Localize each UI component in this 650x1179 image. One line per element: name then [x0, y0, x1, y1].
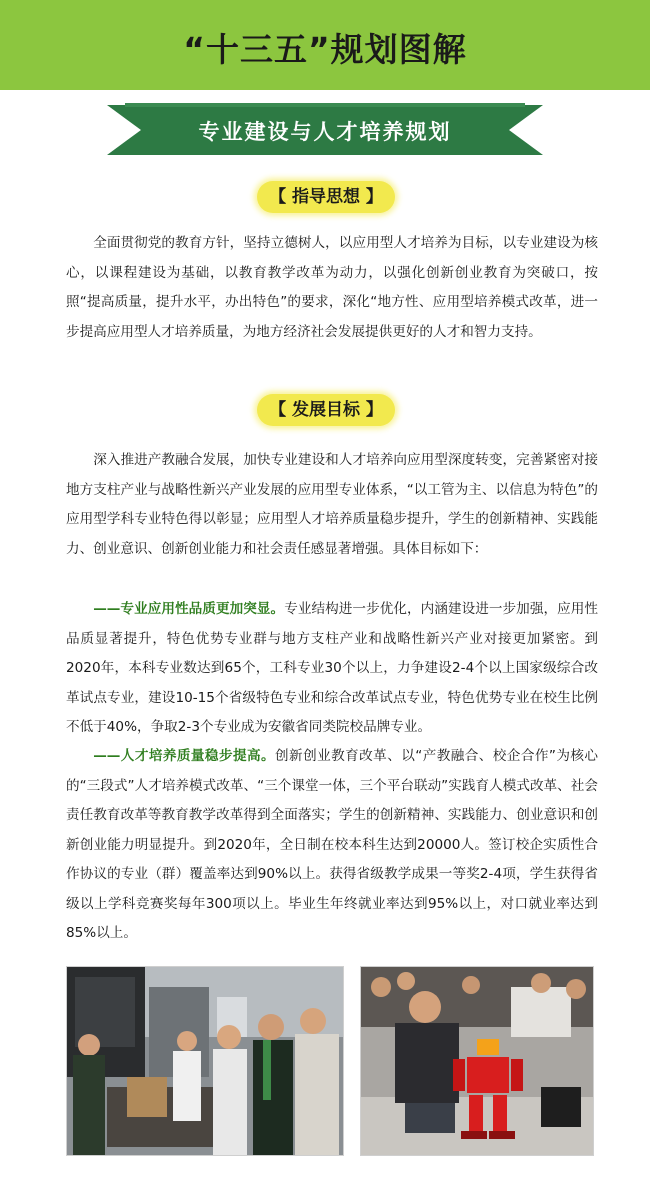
goal-lead: ——专业应用性品质更加突显。 — [93, 601, 285, 617]
ribbon-title: 专业建设与人才培养规划 — [198, 120, 452, 144]
goal-lead: ——人才培养质量稳步提高。 — [93, 748, 276, 764]
goal-text: 专业结构进一步优化，内涵建设进一步加强，应用性品质显著提升，特色优势专业群与地方支柱产业和战略性新兴产业对接更加紧密。到2020年，本科专业数达到65个，工科专业30个以上，力争建设2-4个以上国家级综合改革试点专业，建设10-15个省级特色专业和综合改革试点专业，特色优势专业在校生比例不低于40%，争取2-3个专业成为安徽省同类院校品牌专业。 — [66, 601, 599, 735]
section-heading-development-goals: 【 发展目标 】 — [257, 394, 395, 426]
guiding-ideology-paragraph: 全面贯彻党的教育方针，坚持立德树人，以应用型人才培养为目标，以专业建设为核心，以课程建设为基础，以教育教学改革为动力，以强化创新创业教育为突破口，按照“提高质量，提升水平，办出特色”的要求，深化“地方性、应用型培养模式改革，进一步提高应用型人才培养质量，为地方经济社会发展提供更好的人才和智力支持。 — [66, 235, 598, 340]
goal-item — [66, 742, 598, 949]
section-heading-guiding-ideology: 【 指导思想 】 — [257, 181, 395, 213]
goal-text: 创新创业教育改革、以“产教融合、校企合作”为核心的“三段式”人才培养模式改革、“三个课堂一体，三个平台联动”实践育人模式改革、社会责任教育改革等教育教学改革得到全面落实；学生的创新精神、实践能力、创业意识和创新创业能力明显提升。到2020年，全日制在校本科生达到20000人。签订校企实质性合作协议的专业（群）覆盖率达到90%以上。获得省级教学成果一等奖2-4项，学生获得省级以上学科竞赛奖每年300项以上。毕业生年终就业率达到95%以上，对口就业率达到85%以上。 — [66, 748, 598, 941]
students-at-machine-photo — [66, 966, 344, 1156]
section-ribbon — [107, 103, 543, 157]
robot-demo-photo — [360, 966, 594, 1156]
development-goals-intro: 深入推进产教融合发展，加快专业建设和人才培养向应用型深度转变，完善紧密对接地方支柱产业与战略性新兴产业发展的应用型专业体系，“以工管为主、以信息为特色”的应用型学科专业特色得以彰显；应用型人才培养质量稳步提升，学生的创新精神、实践能力、创业意识、创新创业能力和社会责任感显著增强。具体目标如下： — [66, 452, 598, 557]
page-title: “十三五”规划图解 — [183, 30, 467, 69]
goal-item — [66, 595, 598, 743]
